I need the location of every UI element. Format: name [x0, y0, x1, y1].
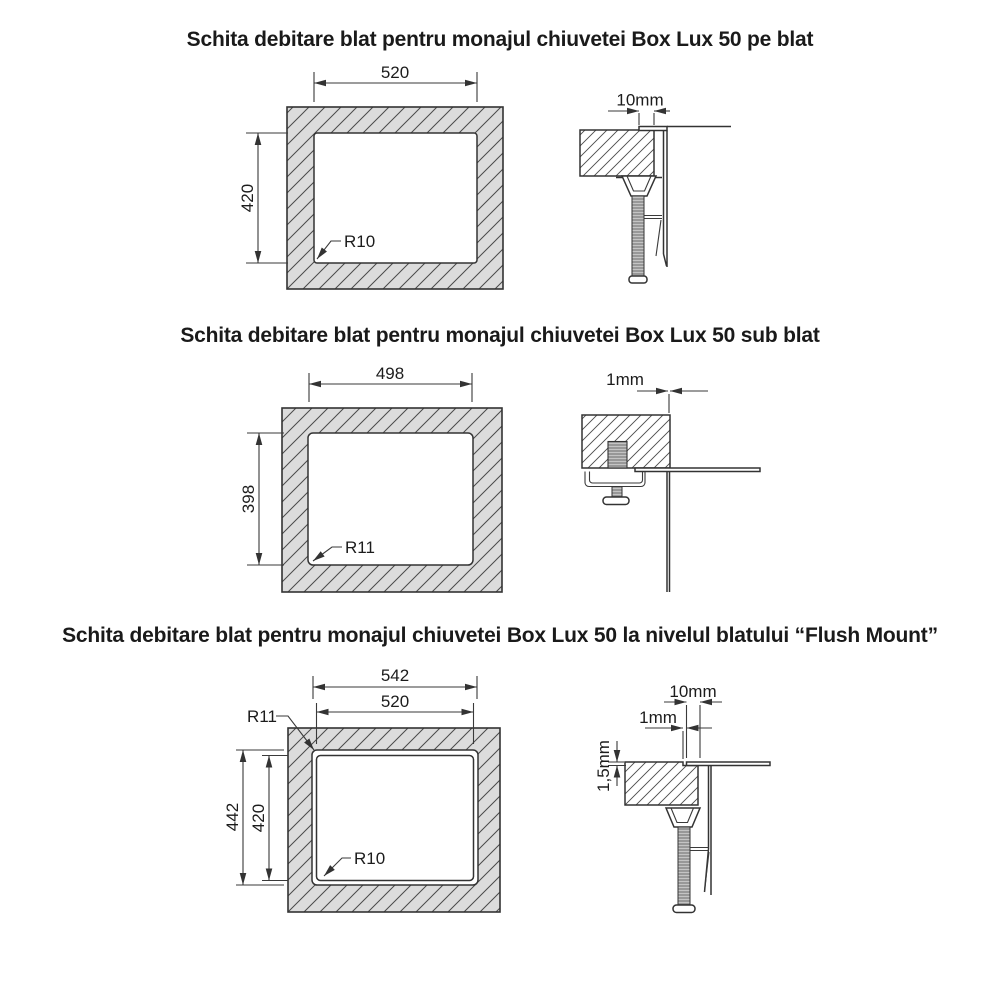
- cutout-rect: [308, 433, 473, 565]
- countertop-section-with-recess: [625, 762, 698, 805]
- cutout-rect: [317, 756, 474, 881]
- dim-label: 398: [239, 484, 258, 514]
- diagram2-title: Schita debitare blat pentru monajul chiuvetei Box Lux 50 sub blat: [180, 324, 820, 347]
- dim-width-498: [309, 364, 472, 402]
- clamp-bracket: [585, 472, 645, 487]
- plan-view-under-mount: [239, 364, 502, 592]
- diagram3-title: Schita debitare blat pentru monajul chiuvetei Box Lux 50 la nivelul blatului “Flush Mount”: [62, 624, 938, 647]
- mounting-clamp: [585, 472, 645, 505]
- sink-wall: [664, 131, 668, 268]
- screw-head: [603, 497, 629, 505]
- radius-label: R11: [345, 538, 375, 557]
- mounting-clamp: [666, 808, 709, 913]
- dim-edge-gap-1mm: [639, 708, 712, 759]
- diagram1-title: Schita debitare blat pentru monajul chiuvetei Box Lux 50 pe blat: [186, 28, 814, 51]
- dim-rim-overhang-10mm: [608, 91, 670, 126]
- radius-label: R10: [344, 232, 376, 251]
- dim-label: 542: [380, 666, 410, 685]
- plan-view-top-mount: [238, 63, 503, 289]
- sink-wall: [705, 766, 712, 896]
- dim-label: 498: [375, 364, 405, 383]
- clamp-screw: [678, 827, 690, 905]
- section-view-flush-mount: [594, 682, 770, 913]
- dim-label: 1,5mm: [594, 740, 613, 792]
- section-view-under-mount: [582, 370, 760, 592]
- sink-rim-flush: [687, 762, 771, 766]
- clamp-bracket: [622, 176, 656, 196]
- countertop-section: [580, 130, 654, 176]
- sink-rim: [635, 468, 760, 472]
- sink-wall: [667, 472, 670, 593]
- diagram-top-mount: [238, 63, 731, 289]
- dim-height-420: [238, 133, 288, 263]
- dim-height-398: [239, 433, 284, 565]
- dim-label: 420: [238, 183, 257, 213]
- dim-label: 1mm: [639, 708, 677, 727]
- screw-head: [673, 905, 695, 913]
- plan-view-flush-mount: [223, 666, 500, 912]
- diagram-flush-mount: [223, 666, 770, 913]
- threaded-insert: [608, 442, 627, 469]
- dim-label: 10mm: [669, 682, 717, 701]
- screw-head: [629, 276, 647, 283]
- dim-label: 520: [380, 63, 410, 82]
- diagram-under-mount: [239, 364, 760, 592]
- radius-label: R11: [247, 707, 277, 726]
- dim-inner-height-420: [249, 756, 288, 881]
- dim-label: 1mm: [606, 370, 644, 389]
- clamp-bracket: [666, 808, 700, 827]
- dim-width-520: [314, 63, 477, 102]
- clamp-screw: [612, 487, 622, 498]
- radius-label: R10: [354, 849, 386, 868]
- dim-label: 520: [380, 692, 410, 711]
- sink-rim: [639, 127, 667, 131]
- dim-label: 442: [223, 802, 242, 832]
- dim-recess-depth-1-5mm: [594, 740, 626, 792]
- clamp-screw: [632, 196, 644, 276]
- mounting-clamp: [616, 176, 662, 283]
- clamp-arm: [644, 216, 662, 257]
- dim-label: 420: [249, 803, 268, 833]
- dim-edge-gap-1mm: [606, 370, 708, 413]
- dim-label: 10mm: [616, 90, 664, 110]
- section-view-top-mount: [580, 91, 731, 284]
- cutout-rect: [314, 133, 477, 263]
